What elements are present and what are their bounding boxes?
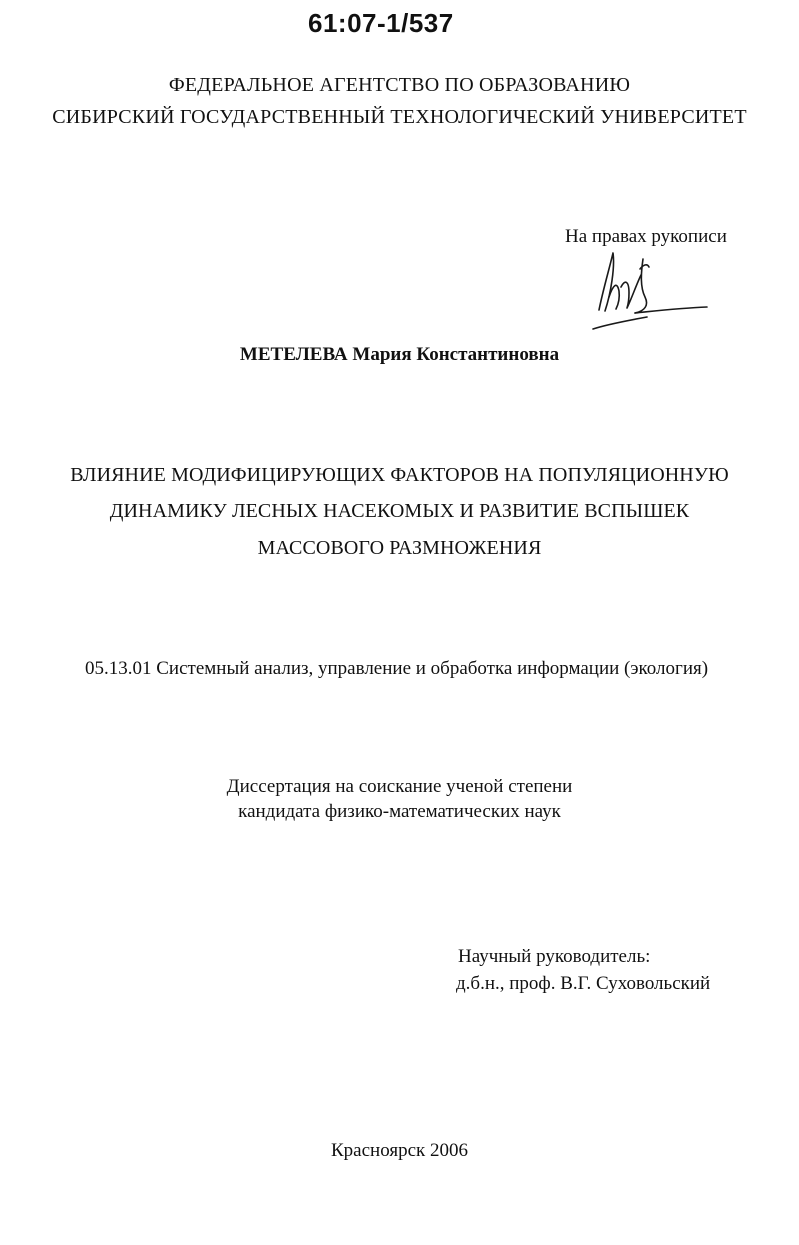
degree-line-2: кандидата физико-математических наук <box>238 801 561 822</box>
specialty-code: 05.13.01 Системный анализ, управление и обработка информации (экология) <box>85 658 709 679</box>
organization-line-1: ФЕДЕРАЛЬНОЕ АГЕНТСТВО ПО ОБРАЗОВАНИЮ <box>168 74 631 96</box>
city-year: Красноярск 2006 <box>331 1140 468 1161</box>
dissertation-title-line-3: МАССОВОГО РАЗМНОЖЕНИЯ <box>257 537 542 559</box>
author-name: МЕТЕЛЕВА Мария Константиновна <box>239 344 560 365</box>
catalog-number: 61:07-1/537 <box>308 8 454 38</box>
dissertation-title-line-1: ВЛИЯНИЕ МОДИФИЦИРУЮЩИХ ФАКТОРОВ НА ПОПУЛЯЦИОННУЮ <box>70 464 729 486</box>
dissertation-title-line-2: ДИНАМИКУ ЛЕСНЫХ НАСЕКОМЫХ И РАЗВИТИЕ ВСПЫШЕК <box>109 500 690 522</box>
supervisor-label: Научный руководитель: <box>458 946 651 967</box>
manuscript-note: На правах рукописи <box>565 226 727 247</box>
degree-line-1: Диссертация на соискание ученой степени <box>226 776 573 797</box>
organization-line-2: СИБИРСКИЙ ГОСУДАРСТВЕННЫЙ ТЕХНОЛОГИЧЕСКИЙ УНИВЕРСИТЕТ <box>52 106 747 128</box>
handwritten-signature <box>585 245 710 335</box>
supervisor-name: д.б.н., проф. В.Г. Суховольский <box>456 973 711 994</box>
